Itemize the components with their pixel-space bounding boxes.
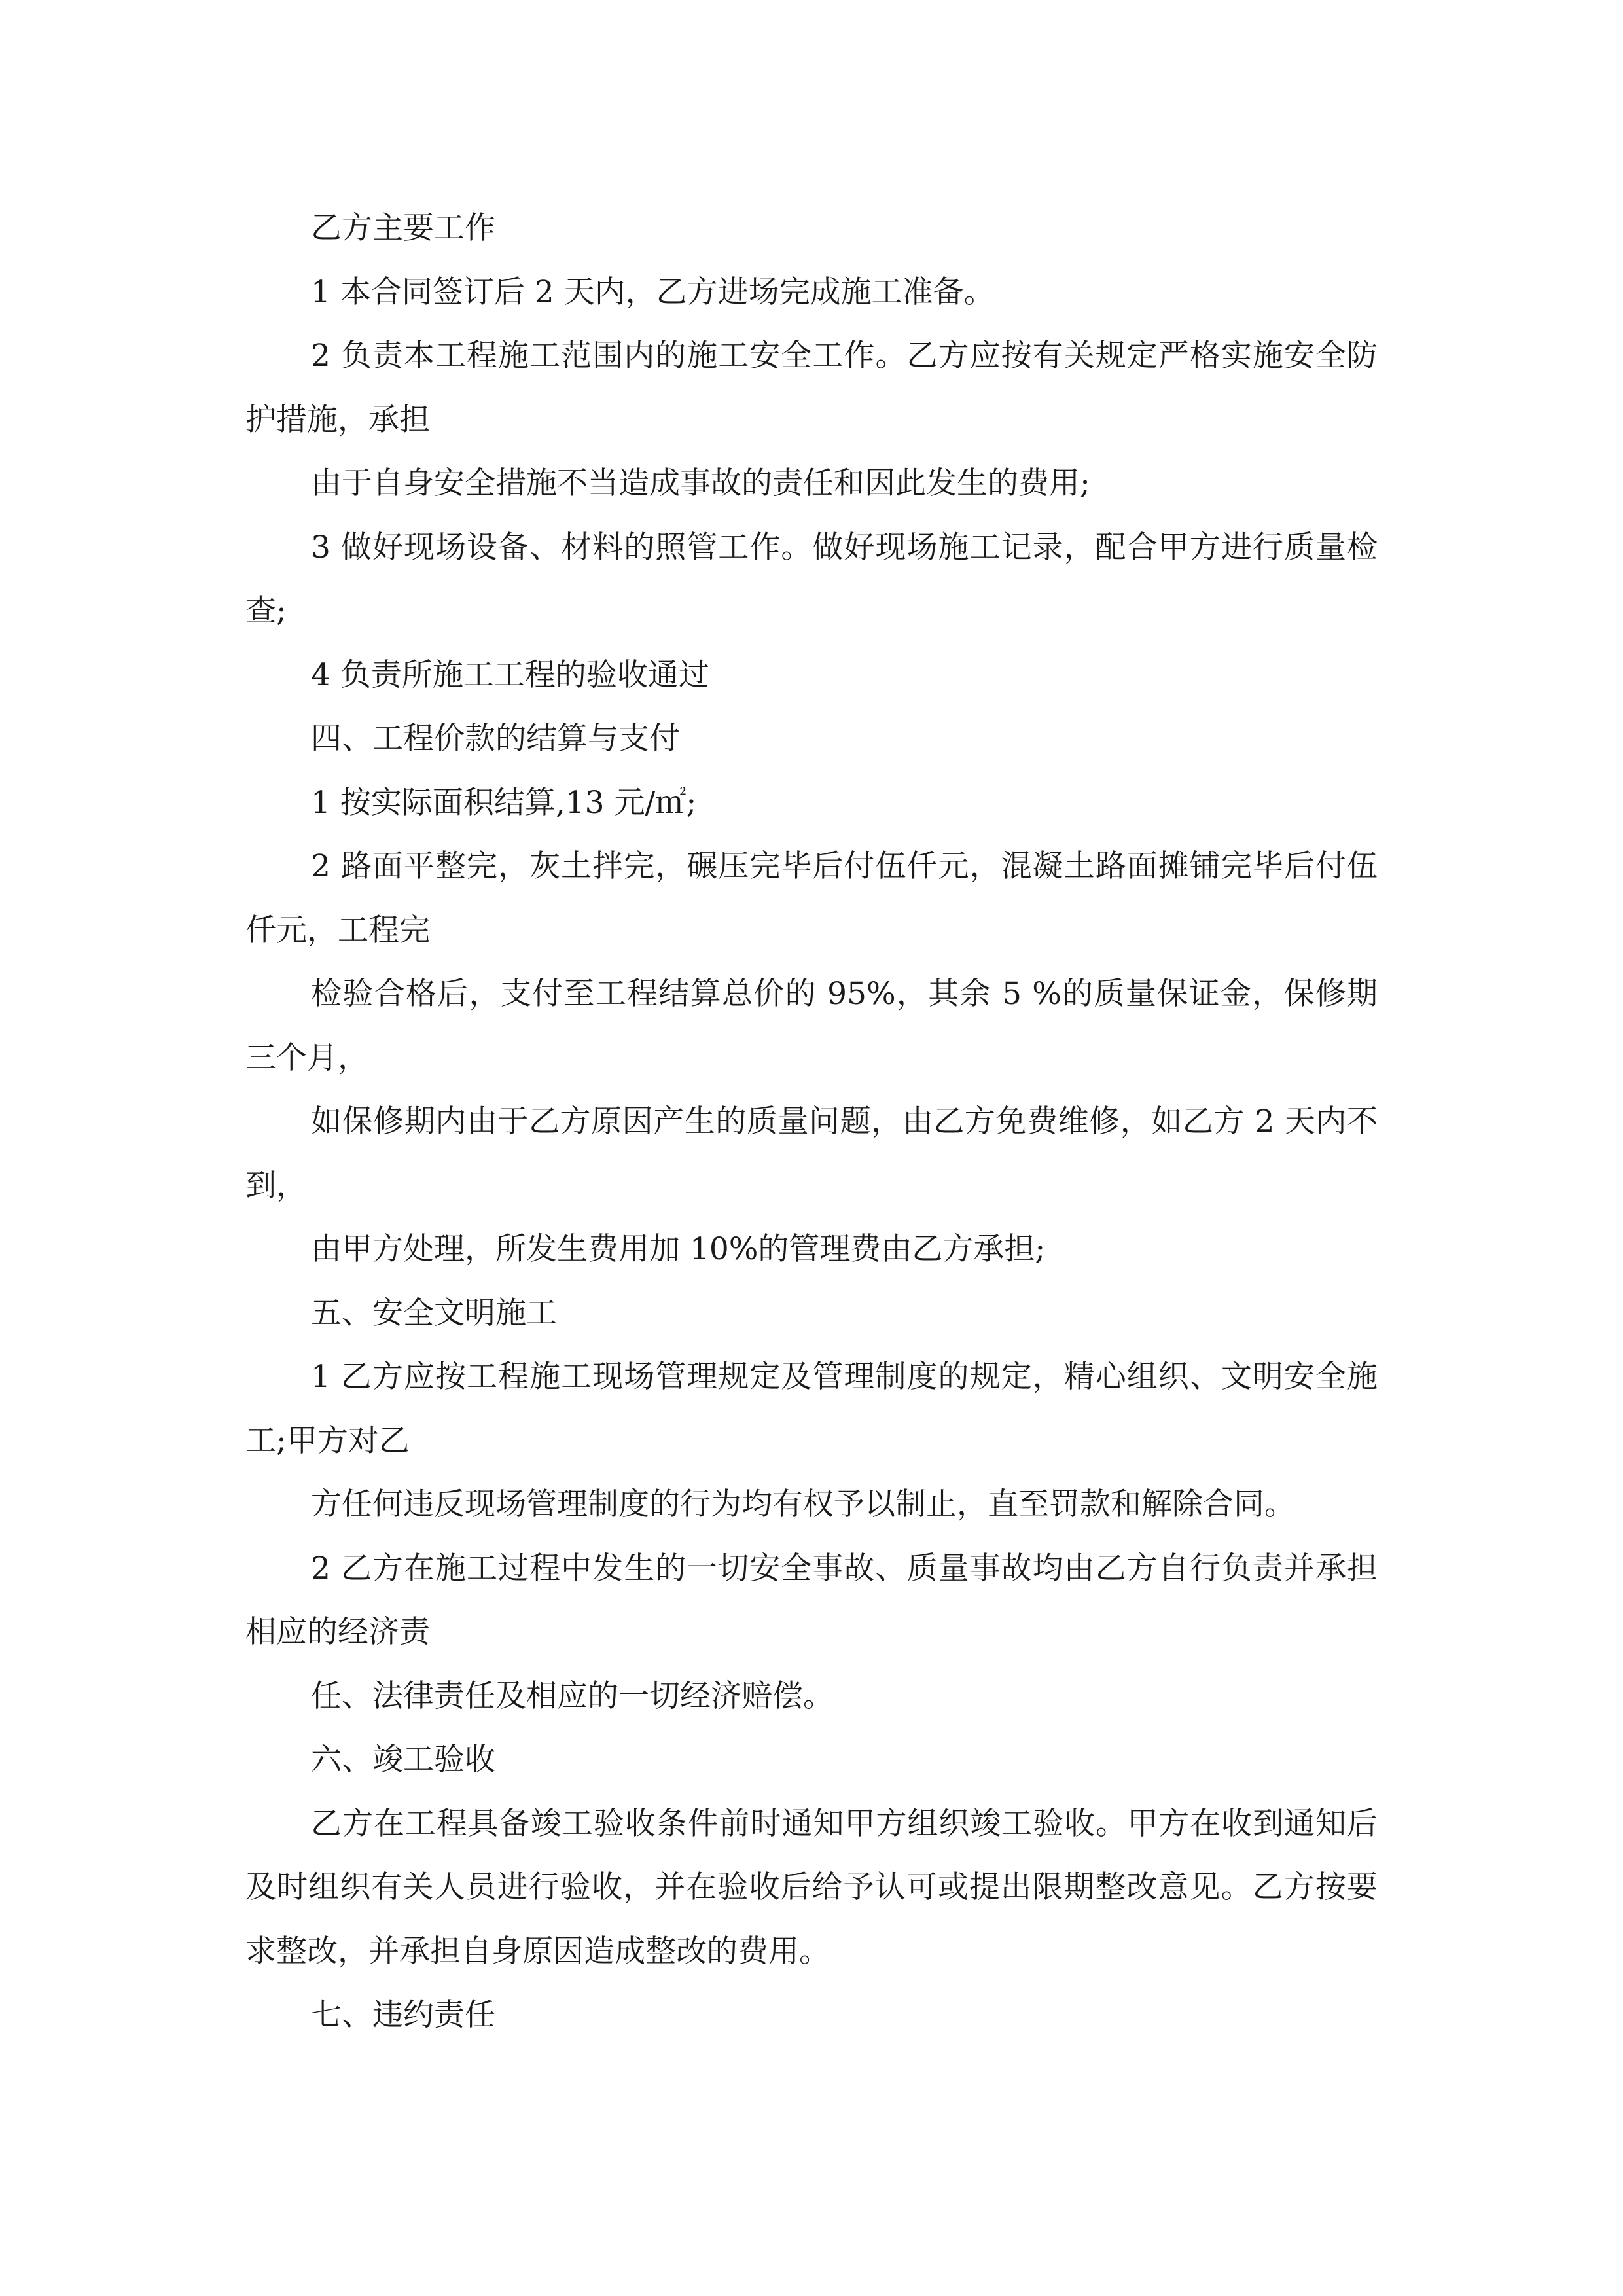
document-body bbox=[245, 196, 1378, 2047]
section-heading: 乙方主要工作 bbox=[311, 210, 495, 246]
list-item: 2 路面平整完，灰土拌完，碾压完毕后付伍仟元，混凝土路面摊铺完毕后付伍仟元，工程完 bbox=[245, 848, 1378, 948]
section-heading: 四、工程价款的结算与支付 bbox=[311, 721, 680, 757]
list-item: 1 按实际面积结算,13 元/㎡; bbox=[311, 784, 697, 821]
paragraph: 由甲方处理，所发生费用加 10%的管理费由乙方承担; bbox=[311, 1231, 1046, 1267]
paragraph: 乙方在工程具备竣工验收条件前时通知甲方组织竣工验收。甲方在收到通知后及时组织有关人员进行验收，并在验收后给予认可或提出限期整改意见。乙方按要求整改，并承担自身原因造成整改的费用。 bbox=[245, 1805, 1378, 1969]
list-item: 4 负责所施工工程的验收通过 bbox=[311, 656, 709, 693]
list-item: 3 做好现场设备、材料的照管工作。做好现场施工记录，配合甲方进行质量检查; bbox=[245, 529, 1378, 629]
list-item: 2 乙方在施工过程中发生的一切安全事故、质量事故均由乙方自行负责并承担相应的经济责 bbox=[245, 1550, 1378, 1650]
paragraph: 检验合格后，支付至工程结算总价的 95%，其余 5 %的质量保证金，保修期三个月， bbox=[245, 976, 1378, 1076]
section-heading: 五、安全文明施工 bbox=[311, 1295, 557, 1331]
section-heading: 六、竣工验收 bbox=[311, 1742, 495, 1778]
paragraph: 任、法律责任及相应的一切经济赔偿。 bbox=[311, 1677, 834, 1714]
paragraph: 方任何违反现场管理制度的行为均有权予以制止，直至罚款和解除合同。 bbox=[311, 1486, 1295, 1522]
list-item: 2 负责本工程施工范围内的施工安全工作。乙方应按有关规定严格实施安全防护措施，承担 bbox=[245, 338, 1378, 438]
list-item: 1 本合同签订后 2 天内，乙方进场完成施工准备。 bbox=[311, 274, 995, 310]
paragraph: 由于自身安全措施不当造成事故的责任和因此发生的费用; bbox=[311, 465, 1090, 501]
paragraph: 如保修期内由于乙方原因产生的质量问题，由乙方免费维修，如乙方 2 天内不到， bbox=[245, 1103, 1378, 1204]
list-item: 1 乙方应按工程施工现场管理规定及管理制度的规定，精心组织、文明安全施工;甲方对乙 bbox=[245, 1359, 1378, 1459]
section-heading: 七、违约责任 bbox=[311, 1997, 495, 2033]
